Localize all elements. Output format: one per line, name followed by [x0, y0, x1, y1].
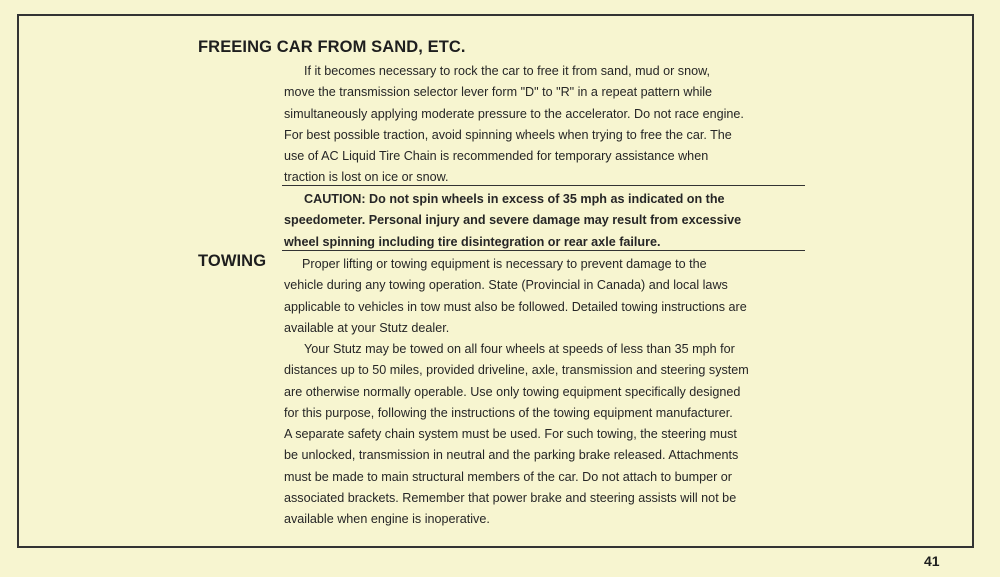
- freeing-heading: FREEING CAR FROM SAND, ETC.: [198, 38, 466, 56]
- towing-line: must be made to main structural members of the car. Do not attach to bumper or: [284, 469, 732, 484]
- towing-paragraph-2: [284, 339, 814, 531]
- page-number: 41: [924, 553, 940, 569]
- towing-line: available when engine is inoperative.: [284, 512, 490, 527]
- freeing-line: traction is lost on ice or snow.: [284, 170, 449, 185]
- towing-line: vehicle during any towing operation. State (Provincial in Canada) and local laws: [284, 278, 728, 293]
- freeing-line: use of AC Liquid Tire Chain is recommended for temporary assistance when: [284, 149, 709, 164]
- freeing-line: If it becomes necessary to rock the car to free it from sand, mud or snow,: [304, 64, 710, 78]
- towing-line: for this purpose, following the instructions of the towing equipment manufacturer.: [284, 405, 733, 420]
- towing-line: applicable to vehicles in tow must also be followed. Detailed towing instructions are: [284, 299, 747, 314]
- towing-line: distances up to 50 miles, provided driveline, axle, transmission and steering system: [284, 363, 749, 378]
- towing-line: A separate safety chain system must be used. For such towing, the steering must: [284, 427, 737, 442]
- caution-line: CAUTION: Do not spin wheels in excess of 35 mph as indicated on the: [304, 192, 725, 206]
- towing-line: associated brackets. Remember that power brake and steering assists will not be: [284, 491, 737, 506]
- towing-line: are otherwise normally operable. Use only towing equipment specifically designed: [284, 384, 741, 399]
- caution-bottom-rule: [282, 250, 805, 251]
- towing-heading: TOWING: [198, 252, 267, 270]
- freeing-line: simultaneously applying moderate pressure to the accelerator. Do not race engine.: [284, 106, 744, 121]
- freeing-line: move the transmission selector lever form "D" to "R" in a repeat pattern while: [284, 85, 713, 100]
- freeing-line: For best possible traction, avoid spinning wheels when trying to free the car. The: [284, 127, 732, 142]
- towing-line: be unlocked, transmission in neutral and the parking brake released. Attachments: [284, 448, 739, 463]
- towing-line: Proper lifting or towing equipment is necessary to prevent damage to the: [302, 257, 707, 271]
- towing-line: available at your Stutz dealer.: [284, 320, 450, 335]
- caution-line: speedometer. Personal injury and severe damage may result from excessive: [284, 213, 742, 228]
- towing-line: Your Stutz may be towed on all four wheels at speeds of less than 35 mph for: [304, 342, 735, 356]
- freeing-paragraph: [284, 61, 814, 189]
- caution-top-rule: [282, 185, 805, 186]
- caution-box: [284, 189, 814, 253]
- caution-line: wheel spinning including tire disintegration or rear axle failure.: [284, 234, 661, 249]
- towing-paragraph-1: [284, 254, 814, 339]
